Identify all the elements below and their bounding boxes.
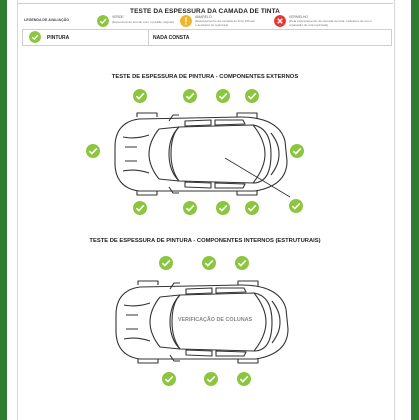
external-check-icon xyxy=(133,201,147,215)
external-check-icon xyxy=(289,199,303,213)
inspection-result: NADA CONSTA xyxy=(153,35,190,41)
legend-green-name: VERDE xyxy=(112,15,124,19)
external-check-icon xyxy=(216,89,230,103)
legend-yellow-name: AMARELO xyxy=(195,15,212,19)
internal-check-icon xyxy=(204,372,218,386)
external-check-icon xyxy=(216,201,230,215)
external-check-icon xyxy=(183,201,197,215)
inspection-item: PINTURA xyxy=(47,35,70,41)
legend-label: LEGENDA DE AVALIAÇÃO xyxy=(24,18,70,22)
external-check-icon xyxy=(133,89,147,103)
external-check-icon xyxy=(183,89,197,103)
internal-check-icon xyxy=(159,256,173,270)
internal-section-title: TESTE DE ESPESSURA DE PINTURA - COMPONENTES INTERNOS (ESTRUTURAIS) xyxy=(89,238,321,244)
report-title: TESTE DA ESPESSURA DA CAMADA DE TINTA xyxy=(130,8,280,15)
internal-check-icon xyxy=(235,256,249,270)
external-check-icon xyxy=(245,89,259,103)
external-section-title: TESTE DE ESPESSURA DE PINTURA - COMPONENTES EXTERNOS xyxy=(111,74,299,80)
internal-check-icon xyxy=(162,372,176,386)
internal-check-icon xyxy=(237,372,251,386)
columns-verification-label: VERIFICAÇÃO DE COLUNAS xyxy=(177,317,253,323)
internal-check-icon xyxy=(202,256,216,270)
external-check-icon xyxy=(290,144,304,158)
legend-green-desc: (Espessura de acordo com o padrão original) xyxy=(112,20,174,24)
legend-red-name: VERMELHO xyxy=(289,15,309,19)
legend-red-desc: (Pela espessamento da camada de tinta. Indicativo de uso e reparação de reta repintado) xyxy=(289,19,372,27)
legend-yellow-desc: (Espessamento da camada de tinta 160 até o aceitável de repintura) xyxy=(195,19,255,27)
external-check-icon xyxy=(245,201,259,215)
external-check-icon xyxy=(86,144,100,158)
